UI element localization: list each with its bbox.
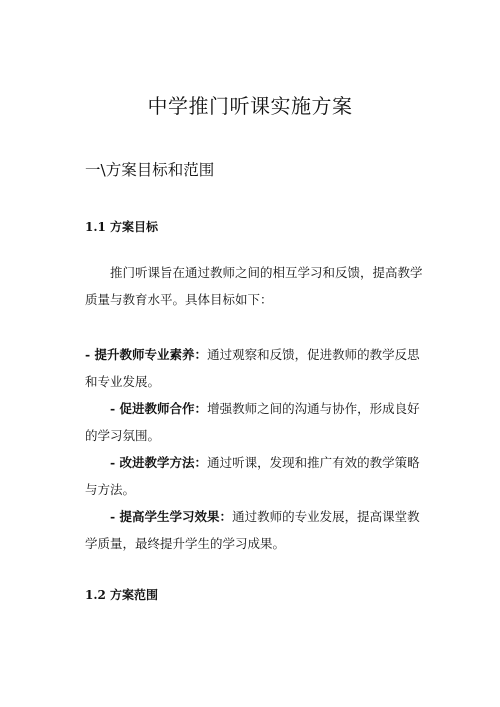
goal-prefix: -	[110, 509, 120, 524]
goal-text: 通过听课，发现和推广有效的教学策略与方法。	[85, 455, 420, 497]
goal-item-4	[85, 503, 430, 557]
goal-label: 提高学生学习效果：	[119, 509, 233, 524]
goal-prefix: -	[110, 401, 120, 416]
goal-label: 改进教学方法：	[119, 455, 208, 470]
goal-item-3	[85, 449, 430, 503]
goal-text: 通过教师的专业发展，提高课堂教学质量，最终提升学生的学习成果。	[85, 509, 420, 551]
goal-item-1	[85, 341, 430, 395]
document-title: 中学推门听课实施方案	[147, 94, 353, 118]
intro-paragraph: 推门听课旨在通过教师之间的相互学习和反馈，提高教学质量与教育水平。具体目标如下：	[85, 265, 423, 307]
subsection-heading-goals: 1.1 方案目标	[85, 220, 159, 234]
goal-item-2	[85, 395, 430, 449]
goal-prefix: -	[85, 347, 95, 362]
goal-prefix: -	[110, 455, 120, 470]
section-heading: 一\方案目标和范围	[85, 161, 215, 179]
goal-text: 通过观察和反馈，促进教师的教学反思和专业发展。	[85, 347, 420, 389]
goal-text: 增强教师之间的沟通与协作，形成良好的学习氛围。	[85, 401, 420, 443]
goal-label: 促进教师合作：	[119, 401, 208, 416]
goal-label: 提升教师专业素养：	[94, 347, 208, 362]
subsection-heading-scope: 1.2 方案范围	[85, 588, 159, 602]
